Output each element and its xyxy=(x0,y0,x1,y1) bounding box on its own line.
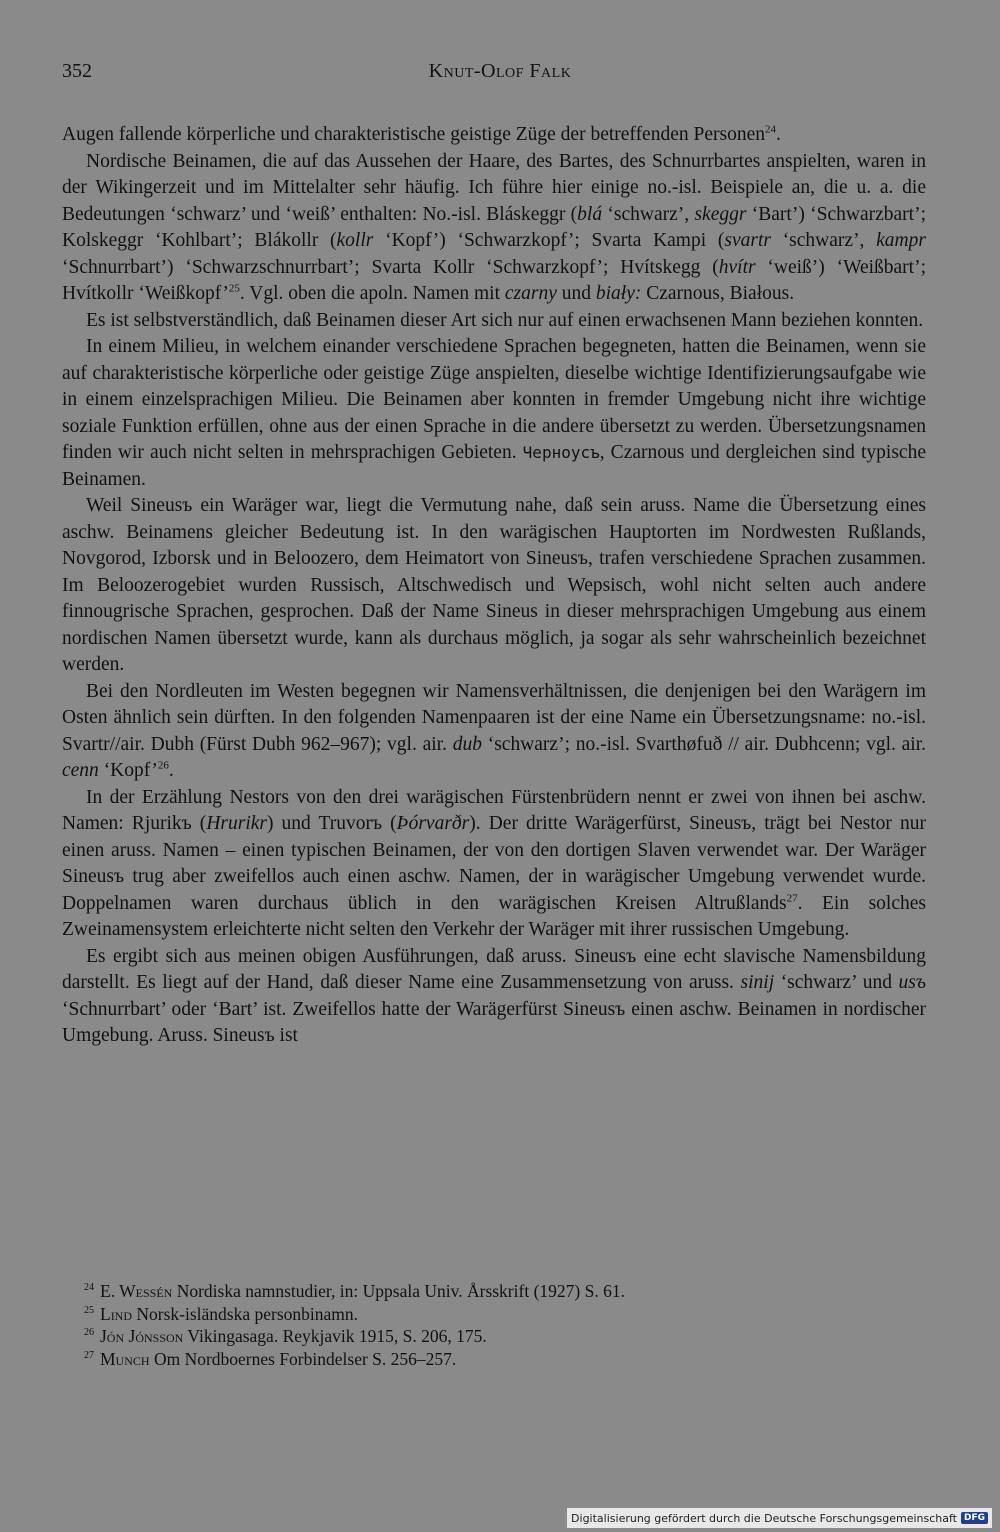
paragraph-7 xyxy=(62,785,926,944)
dfg-logo-icon: DFG xyxy=(961,1512,988,1524)
italic-term: kampr xyxy=(876,230,926,251)
cyrillic-term: Черноусъ xyxy=(522,443,600,462)
italic-term: dub xyxy=(452,733,482,755)
italic-term: blá xyxy=(577,203,603,225)
paragraph-8 xyxy=(62,944,926,1050)
body-text xyxy=(62,122,926,1050)
footnote-number: 27 xyxy=(84,1349,94,1361)
text-run: und xyxy=(556,283,596,304)
italic-term: biały: xyxy=(595,283,642,304)
paragraph-5: Weil Sineusъ ein Waräger war, liegt die Vermutung nahe, daß sein aruss. Name die Übersetzung eines aschw. Beinamens gleicher Bedeutung ist. In den warägischen Hauptorten im Nordwesten Rußlands, Novgorod, Izborsk und in Beloozero, dem Heimatort von Sineusъ, trafen verschiedene Sprachen zusammen. Im Beloozerogebiet wurden Russisch, Altschwedisch und Wepsisch, wohl nicht selten auch andere finnougrische Sprachen, gesprochen. Daß der Name Sineus in dieser mehrsprachigen Umgebung aus einem nordischen Namen übersetzt wurde, kann als durchaus möglich, ja sogar als sehr wahrscheinlich bezeichnet werden. xyxy=(62,495,926,675)
footnote-author: Munch xyxy=(100,1348,150,1369)
text-run: ‘Bart’) ‘Schwarzbart’; Kolskeggr ‘Kohlbart’; Blákollr ( xyxy=(62,203,926,251)
footnote-author: Jón Jónsson xyxy=(100,1326,184,1346)
running-head: Knut-Olof Falk xyxy=(428,60,572,82)
text-run: ‘Kopf’ xyxy=(98,760,158,781)
text-run: ‘schwarz’, xyxy=(770,230,877,251)
footnote-number: 25 xyxy=(84,1304,94,1316)
footnote-ref-26: 26 xyxy=(157,759,169,772)
text-run: ‘Schnurrbart’) ‘Schwarzschnurrbart’; Svarta Kollr ‘Schwarzkopf’; Hvítskegg ( xyxy=(62,256,719,278)
text-run: . Vgl. oben die apoln. Namen mit xyxy=(239,283,505,304)
text-run: Bei den Nordleuten im Westen begegnen wir Namensverhältnissen, die denjenigen bei den Warägern im Osten ähnlich sein dürften. In den folgenden Namenpaaren ist der eine Name ein Übersetzungsname: no.-isl. Svartr//air. Dubh (Fürst Dubh 962–967); vgl. air. xyxy=(62,680,926,755)
text-run: , Czarnous und dergleichen sind typische Beinamen. xyxy=(62,442,926,490)
footnotes xyxy=(84,1280,924,1370)
footnote-25 xyxy=(84,1303,924,1326)
footnote-text: Norsk-isländska personbinamn. xyxy=(132,1303,359,1324)
text-run: Nordische Beinamen, die auf das Aussehen der Haare, des Bartes, des Schnurrbartes anspielten, waren in der Wikingerzeit und im Mittelalter sehr häufig. Ich führe hier einige no.-isl. Beispiele an, die u. a. die Bedeutungen ‘schwarz’ und ‘weiß’ enthalten: No.-isl. Bláskeggr ( xyxy=(62,150,926,225)
footnote-text: Nordiska namnstudier, in: Uppsala Univ. Årsskrift (1927) S. 61. xyxy=(172,1281,625,1301)
text-run: ‘weiß’) ‘Weißbart’; Hvítkollr ‘Weißkopf’ xyxy=(62,256,926,304)
footnote-author: Lind xyxy=(100,1303,133,1324)
text-run: Augen fallende körperliche und charakteristische geistige Züge der betreffenden Personen xyxy=(62,124,765,145)
page-number: 352 xyxy=(62,60,92,82)
text-run: . xyxy=(168,760,174,781)
digitization-footer xyxy=(567,1508,992,1528)
italic-term: skeggr xyxy=(694,203,747,225)
paragraph-6 xyxy=(62,679,926,785)
footnote-24 xyxy=(84,1280,924,1303)
italic-term: czarny xyxy=(504,283,557,304)
text-run: In einem Milieu, in welchem einander verschiedene Sprachen begegneten, hatten die Beinamen, wenn sie auf charakteristische körperliche oder geistige Züge anspielten, dieselbe wichtige Identifizierungsaufgabe wie in einem einzelsprachigen Milieu. Die Beinamen aber konnten in fremder Umgebung nicht ihre wichtige soziale Funktion erfüllen, ohne aus der einen Sprache in die andere übersetzt zu werden. Übersetzungsnamen finden wir auch nicht selten in mehrsprachigen Gebieten. xyxy=(62,336,926,463)
footnote-number: 26 xyxy=(84,1327,94,1339)
italic-term: svartr xyxy=(724,230,771,251)
footnote-number: 24 xyxy=(84,1282,94,1294)
text-run: ‘schwarz’ und xyxy=(774,972,899,993)
italic-term: cenn xyxy=(62,760,99,781)
footnote-27 xyxy=(84,1348,924,1371)
italic-term: usъ xyxy=(898,972,926,993)
footnote-ref-27: 27 xyxy=(786,892,798,904)
italic-term: sinij xyxy=(740,972,775,993)
italic-term: hvítr xyxy=(718,256,756,278)
text-run: Es ergibt sich aus meinen obigen Ausführungen, daß aruss. Sineusъ eine echt slavische Namensbildung darstellt. Es liegt auf der Hand, daß dieser Name eine Zusammensetzung von aruss. xyxy=(62,945,926,993)
paragraph-3: Es ist selbstverständlich, daß Beinamen dieser Art sich nur auf einen erwachsenen Mann beziehen konnten. xyxy=(86,309,924,331)
text-run: ‘Kopf’) ‘Schwarzkopf’; Svarta Kampi ( xyxy=(373,230,725,251)
text-run: . Ein solches Zweinamensystem erleichterte nicht selten den Verkehr der Waräger mit ihrer russischen Umgebung. xyxy=(62,892,926,940)
footnote-text: Om Nordboernes Forbindelser S. 256–257. xyxy=(149,1348,457,1369)
page-header xyxy=(62,60,938,90)
footnote-26 xyxy=(84,1325,924,1348)
text-run: Czarnous, Białous. xyxy=(641,283,795,304)
text-run: In der Erzählung Nestors von den drei warägischen Fürstenbrüdern nennt er zwei von ihnen bei aschw. Namen: Rjurikъ ( xyxy=(62,786,926,834)
text-run: ‘schwarz’, xyxy=(602,203,695,225)
text-run: ). Der dritte Warägerfürst, Sineusъ, trägt bei Nestor nur einen aruss. Namen – einen typischen Beinamen, der von den dortigen Slaven verwendet war. Der Waräger Sineusъ trug aber zweifellos auch einen aschw. Namen, der in warägischer Umgebung verwendet wurde. Doppelnamen waren durchaus üblich in den warägischen Kreisen Altrußlands xyxy=(62,813,926,914)
text-run: ) und Truvorъ ( xyxy=(266,813,397,834)
paragraph-4 xyxy=(62,334,926,493)
text-run: ‘Schnurrbart’ oder ‘Bart’ ist. Zweifellos hatte der Warägerfürst Sineusъ einen aschw. Beinamen in nordischer Umgebung. Aruss. Sineusъ ist xyxy=(62,998,926,1046)
paragraph-2 xyxy=(62,149,926,308)
footnote-text: Vikingasaga. Reykjavik 1915, S. 206, 175. xyxy=(183,1326,487,1346)
text-run: ‘schwarz’; no.-isl. Svarthøfuð // air. Dubhcenn; vgl. air. xyxy=(481,733,926,755)
italic-term: kollr xyxy=(336,230,374,251)
footnote-ref-25: 25 xyxy=(228,282,240,295)
italic-term: Þórvarðr xyxy=(396,813,470,834)
footer-text: Digitalisierung gefördert durch die Deutsche Forschungsgemeinschaft xyxy=(571,1511,957,1525)
paragraph-1: Augen fallende körperliche und charakteristische geistige Züge der betreffenden Personen$^{24}$. xyxy=(62,123,781,145)
footnote-author: E. Wessén xyxy=(100,1281,173,1301)
italic-term: Hrurikr xyxy=(206,813,267,834)
footnote-ref-24: 24 xyxy=(764,123,776,136)
